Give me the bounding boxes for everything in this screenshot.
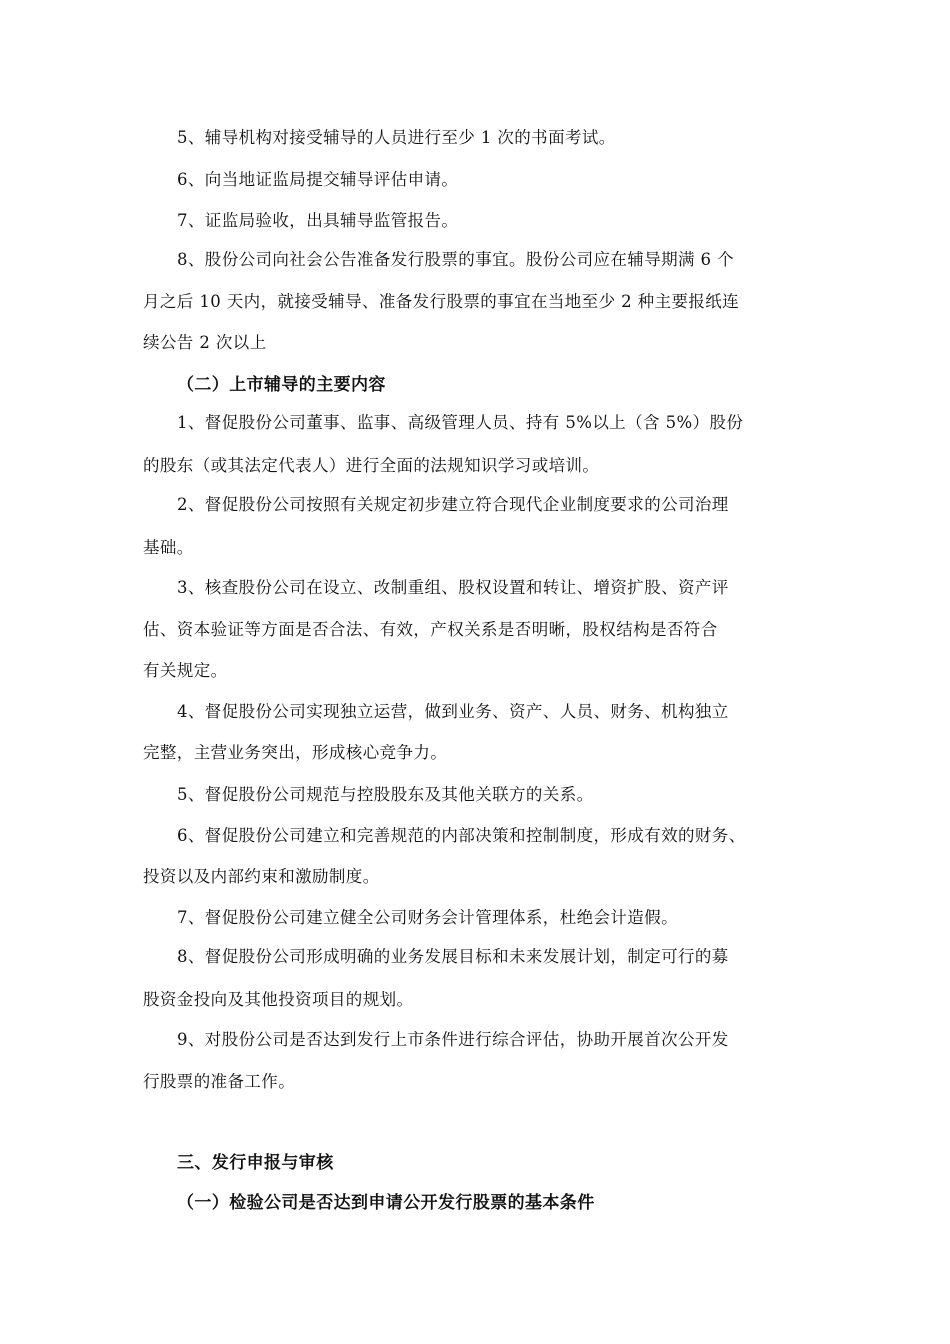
list-item-cont: 投资以及内部约束和激励制度。	[143, 867, 380, 886]
list-item-cont: 的股东（或其法定代表人）进行全面的法规知识学习或培训。	[143, 456, 600, 475]
list-item-8-cont: 续公告 2 次以上	[143, 333, 267, 352]
list-item-8: 8、股份公司向社会公告准备发行股票的事宜。股份公司应在辅导期满 6 个	[177, 250, 734, 269]
list-item-cont: 有关规定。	[143, 661, 228, 680]
section-heading: （一）检验公司是否达到申请公开发行股票的基本条件	[177, 1193, 595, 1213]
list-item-cont: 行股票的准备工作。	[143, 1072, 296, 1091]
list-item: 8、督促股份公司形成明确的业务发展目标和未来发展计划，制定可行的募	[177, 947, 729, 966]
list-item-cont: 基础。	[143, 538, 194, 557]
list-item: 1、督促股份公司董事、监事、高级管理人员、持有 5%以上（含 5%）股份	[177, 413, 744, 432]
list-item-5: 5、辅导机构对接受辅导的人员进行至少 1 次的书面考试。	[177, 128, 616, 147]
list-item-7: 7、证监局验收，出具辅导监管报告。	[177, 211, 459, 230]
list-item: 4、督促股份公司实现独立运营，做到业务、资产、人员、财务、机构独立	[177, 702, 729, 721]
list-item-cont: 股资金投向及其他投资项目的规划。	[143, 990, 414, 1009]
list-item: 7、督促股份公司建立健全公司财务会计管理体系，杜绝会计造假。	[177, 908, 678, 927]
list-item: 6、督促股份公司建立和完善规范的内部决策和控制制度，形成有效的财务、	[177, 826, 746, 845]
list-item: 9、对股份公司是否达到发行上市条件进行综合评估，协助开展首次公开发	[177, 1030, 729, 1049]
list-item-cont: 完整，主营业务突出，形成核心竞争力。	[143, 743, 448, 762]
list-item: 2、督促股份公司按照有关规定初步建立符合现代企业制度要求的公司治理	[177, 495, 729, 514]
list-item: 3、核查股份公司在设立、改制重组、股权设置和转让、增资扩股、资产评	[177, 578, 729, 597]
list-item-6: 6、向当地证监局提交辅导评估申请。	[177, 170, 459, 189]
list-item-8-cont: 月之后 10 天内，就接受辅导、准备发行股票的事宜在当地至少 2 种主要报纸连	[143, 292, 740, 311]
list-item: 5、督促股份公司规范与控股股东及其他关联方的关系。	[177, 785, 594, 804]
chapter-heading: 三、发行申报与审核	[177, 1153, 334, 1173]
list-item-cont: 估、资本验证等方面是否合法、有效，产权关系是否明晰，股权结构是否符合	[143, 620, 718, 639]
section-heading: （二）上市辅导的主要内容	[177, 375, 386, 395]
